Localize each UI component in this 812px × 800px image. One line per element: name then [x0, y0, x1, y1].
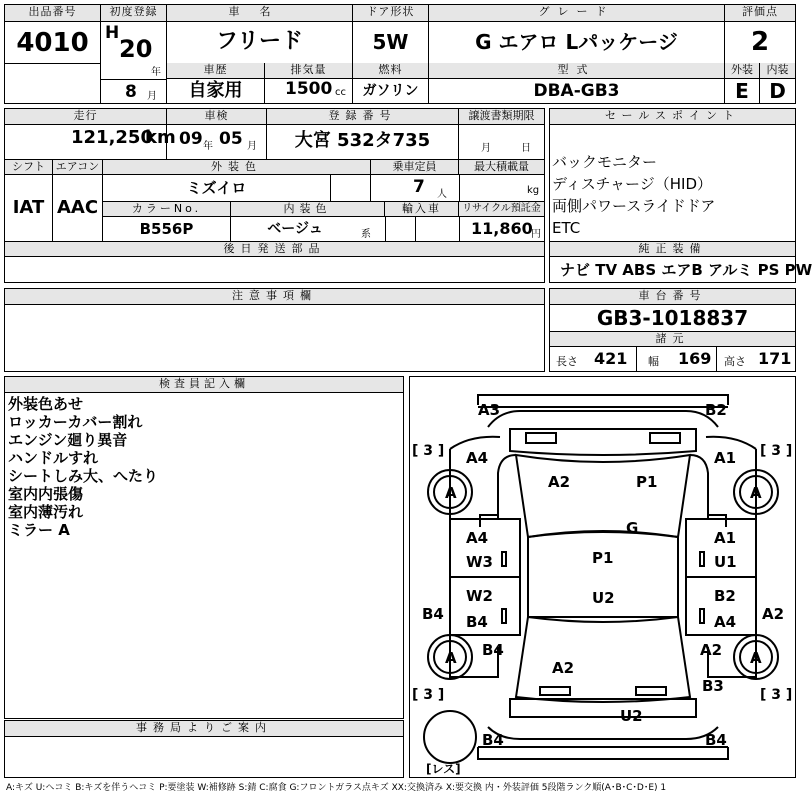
- mileage-unit: km: [145, 127, 176, 148]
- grade-section: [429, 5, 725, 63]
- import-blank: [415, 217, 416, 241]
- damage-mark: B4: [482, 731, 504, 749]
- bracket-note: [ 3 ]: [412, 443, 445, 459]
- dims-height-label: 高さ: [724, 355, 746, 368]
- sales-points-label: セールスポイント: [550, 109, 795, 125]
- damage-mark: A1: [714, 449, 737, 467]
- diagram-marks: [422, 401, 784, 749]
- car-name-section: [167, 5, 353, 63]
- chassis-label: 車台番号: [550, 289, 795, 305]
- inspection-label: 車検: [167, 109, 266, 125]
- inspector-line: 室内薄汚れ: [8, 503, 84, 521]
- interior-value: D: [769, 79, 786, 103]
- lot-label: 出品番号: [5, 5, 100, 22]
- model-section: [429, 63, 725, 103]
- damage-mark: A3: [478, 401, 501, 419]
- exterior-value: E: [735, 79, 749, 103]
- inspector-line: ロッカーカバー割れ: [8, 413, 143, 431]
- capacity-value: 7: [413, 177, 425, 197]
- recycle-label: リサイクル預託金: [459, 202, 544, 217]
- int-color-label: 内装色: [231, 202, 385, 217]
- damage-mark: A2: [700, 641, 723, 659]
- inspector-label: 検査員記入欄: [5, 377, 403, 393]
- fuel-value: ガソリン: [362, 83, 419, 99]
- dims-width-label: 幅: [648, 355, 659, 368]
- history-label: 車歴: [167, 63, 264, 79]
- car-diagram: [409, 376, 796, 778]
- reg-number-value: 大宮 532タ735: [294, 130, 431, 151]
- int-color-divider: [385, 217, 386, 241]
- spec-block: [4, 108, 545, 283]
- inspector-line: シートしみ大、へたり: [8, 467, 159, 485]
- damage-mark: B4: [466, 613, 488, 631]
- transfer-doc-day: 日: [521, 143, 531, 154]
- bracket-note: [ 3 ]: [412, 687, 445, 703]
- fuel-section: [353, 63, 429, 103]
- damage-mark: A2: [762, 605, 785, 623]
- history-value: 自家用: [188, 80, 243, 101]
- displacement-unit: cc: [335, 87, 346, 98]
- damage-mark: W3: [466, 553, 493, 571]
- door-section: [353, 5, 429, 63]
- import-label: 輸入車: [385, 202, 459, 217]
- notes-label: 注意事項欄: [5, 289, 544, 305]
- damage-mark: A2: [552, 659, 575, 677]
- reg-number-section: [267, 109, 459, 159]
- dims-label: 諸元: [550, 332, 795, 347]
- car-name-label: 車名: [167, 5, 352, 22]
- damage-mark: A: [750, 484, 762, 502]
- damage-mark: B4: [482, 641, 504, 659]
- inspection-year: 09: [179, 129, 203, 149]
- first-reg-label: 初度登録: [101, 5, 166, 22]
- inspector-line: 外装色あせ: [8, 395, 84, 413]
- inspector-line: 室内内張傷: [8, 485, 84, 503]
- dims-length: 421: [594, 349, 628, 368]
- shift-value: IAT: [5, 175, 53, 241]
- mileage-section: [5, 109, 176, 159]
- sales-point-item: バックモニター: [552, 153, 658, 171]
- recycle-value: 11,860: [471, 219, 533, 238]
- ext-color-value: ミズイロ: [103, 175, 331, 201]
- door-value: 5W: [372, 30, 409, 54]
- damage-mark: A: [445, 484, 457, 502]
- max-load-unit: kg: [527, 185, 540, 196]
- inspection-month-unit: 月: [247, 141, 257, 152]
- score-value: 2: [750, 27, 770, 57]
- color-no-value: B556P: [103, 217, 231, 241]
- history-section: [167, 63, 265, 103]
- first-reg-month-unit: 月: [147, 91, 157, 102]
- notes-block: [4, 288, 545, 372]
- transfer-doc-month: 月: [481, 143, 491, 154]
- damage-mark: P1: [592, 549, 614, 567]
- displacement-section: [265, 63, 353, 103]
- damage-mark: U2: [620, 707, 643, 725]
- max-load-label: 最大積載量: [459, 160, 544, 175]
- aircon-label: エアコン: [53, 160, 103, 175]
- less-label: [レス]: [426, 762, 461, 776]
- interior-label: 内装: [760, 63, 795, 79]
- inspector-notes: [5, 395, 403, 539]
- int-color-value: ベージュ: [267, 221, 323, 237]
- damage-mark: B3: [702, 677, 724, 695]
- inspector-line: ハンドルすれ: [8, 449, 99, 467]
- damage-mark: B2: [705, 401, 727, 419]
- damage-mark: U1: [714, 553, 737, 571]
- transfer-doc-label: 譲渡書類期限: [459, 109, 544, 125]
- displacement-value: 1500: [285, 79, 333, 99]
- office-label: 事務局よりご案内: [5, 721, 403, 737]
- dims-divider-1: [636, 347, 637, 371]
- interior-section: [760, 63, 795, 103]
- first-reg-month: 8: [125, 82, 137, 102]
- bracket-note: [ 3 ]: [760, 443, 793, 459]
- first-reg-era: H: [105, 23, 120, 43]
- header-block: [4, 4, 796, 104]
- mileage-label: 走行: [5, 109, 166, 125]
- sales-point-item: 両側パワースライドドア: [552, 197, 716, 215]
- car-diagram-svg: [410, 377, 795, 777]
- score-section: [725, 5, 795, 63]
- dims-height: 171: [758, 349, 792, 368]
- dims-length-label: 長さ: [556, 355, 578, 368]
- damage-mark: A4: [466, 449, 489, 467]
- inspection-year-unit: 年: [203, 141, 213, 152]
- capacity-divider: [459, 175, 460, 201]
- first-reg-year: 20: [119, 35, 153, 63]
- damage-mark: U2: [592, 589, 615, 607]
- score-label: 評価点: [725, 5, 795, 22]
- exterior-label: 外装: [725, 63, 759, 79]
- color-no-label: カラーNo.: [103, 202, 231, 217]
- inspection-section: [167, 109, 267, 159]
- door-label: ドア形状: [353, 5, 428, 22]
- later-parts-label: 後日発送部品: [5, 242, 544, 257]
- capacity-label: 乗車定員: [371, 160, 459, 175]
- damage-mark: B4: [705, 731, 727, 749]
- lot-section: [5, 5, 101, 103]
- office-block: [4, 720, 404, 778]
- damage-mark: A: [445, 649, 457, 667]
- first-reg-section: [101, 5, 167, 103]
- damage-mark: A4: [466, 529, 489, 547]
- inspector-line: エンジン廻り異音: [8, 431, 128, 449]
- sales-points-block: [549, 108, 812, 283]
- inspection-month: 05: [219, 129, 243, 149]
- legend: A:キズ U:ヘコミ B:キズを伴うヘコミ P:要塗装 W:補修跡 S:錆 C:腐食 G:フロントガラス点キズ XX:交換済み X:要交換 内・外装評価 5段階ランク順(A･B･C･D･E) 1: [6, 783, 667, 793]
- damage-mark: B2: [714, 587, 736, 605]
- equipment-value: ナビ TV ABS エアB アルミ PS PW: [560, 261, 812, 279]
- displacement-label: 排気量: [265, 63, 352, 79]
- chassis-value: GB3-1018837: [596, 306, 749, 330]
- inspector-block: [4, 376, 404, 719]
- lot-value: 4010: [16, 28, 89, 58]
- dims-divider-2: [716, 347, 717, 371]
- aircon-value: AAC: [53, 175, 103, 241]
- chassis-block: [549, 288, 796, 372]
- reg-number-label: 登録番号: [267, 109, 458, 125]
- int-color-unit: 系: [361, 229, 371, 240]
- damage-mark: A4: [714, 613, 737, 631]
- inspector-line: ミラー A: [8, 521, 70, 539]
- dims-width: 169: [678, 349, 712, 368]
- capacity-unit: 人: [437, 189, 447, 200]
- import-divider: [459, 217, 460, 241]
- sales-point-item: ディスチャージ（HID）: [552, 175, 713, 193]
- first-reg-year-unit: 年: [151, 67, 161, 78]
- grade-label: グレード: [429, 5, 724, 22]
- damage-mark: W2: [466, 587, 493, 605]
- shift-label: シフト: [5, 160, 53, 175]
- bracket-note: [ 3 ]: [760, 687, 793, 703]
- ext-color-blank: [331, 175, 371, 201]
- damage-mark: P1: [636, 473, 658, 491]
- equipment-label: 純正装備: [550, 242, 795, 257]
- sales-point-item: ETC: [552, 219, 581, 237]
- sales-points-list: [550, 151, 795, 239]
- exterior-section: [725, 63, 760, 103]
- damage-mark: A2: [548, 473, 571, 491]
- ext-color-label: 外装色: [103, 160, 371, 175]
- grade-value: G エアロ Lパッケージ: [475, 30, 678, 54]
- damage-mark: A: [750, 649, 762, 667]
- model-value: DBA-GB3: [533, 81, 620, 101]
- recycle-unit: 円: [531, 229, 541, 240]
- car-name-value: フリード: [215, 29, 304, 54]
- model-label: 型式: [429, 63, 724, 79]
- fuel-label: 燃料: [353, 63, 428, 79]
- damage-mark: G: [626, 519, 639, 537]
- transfer-doc-section: [459, 109, 544, 159]
- mileage-value: 121,250: [71, 127, 153, 148]
- damage-mark: B4: [422, 605, 444, 623]
- damage-mark: A1: [714, 529, 737, 547]
